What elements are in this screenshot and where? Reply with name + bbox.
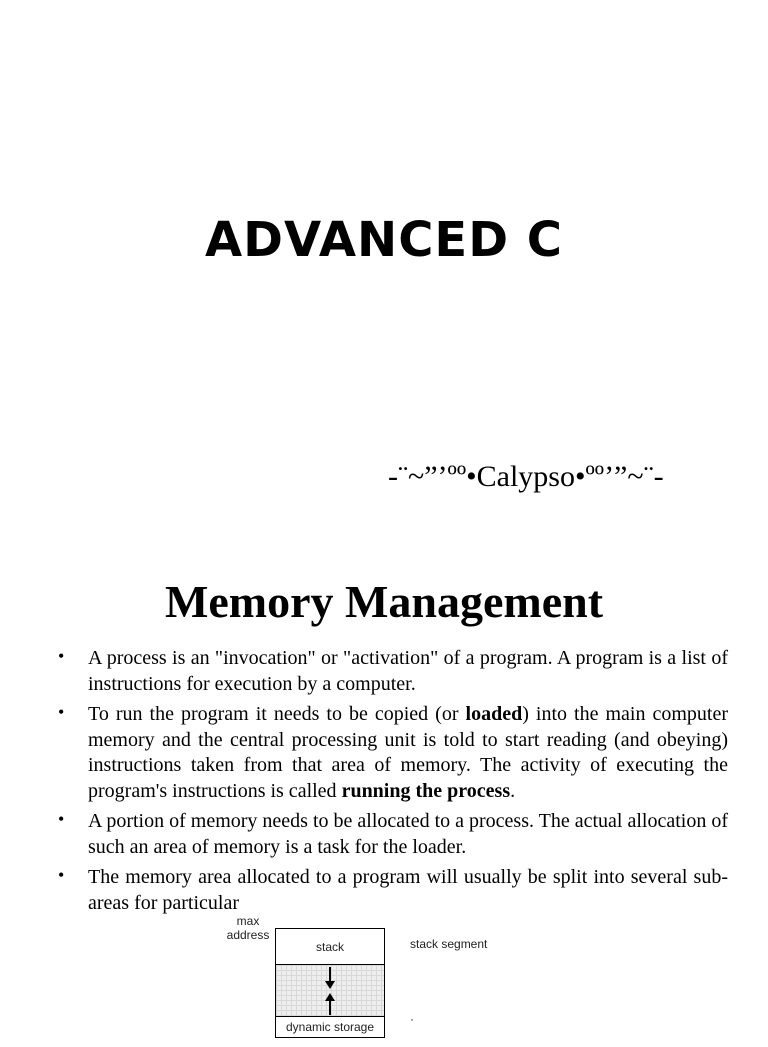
heap-growth-arrowhead — [325, 993, 335, 1001]
bullet-bold-text: running the process — [341, 779, 511, 802]
bullet-text: The memory area allocated to a program will usually be split into several sub-areas for particular — [88, 866, 728, 914]
bullet-item — [58, 809, 728, 860]
memory-diagram — [200, 912, 510, 1034]
max-address-line1: max — [236, 914, 260, 928]
max-address-line2: address — [226, 928, 270, 942]
memory-box — [275, 928, 385, 1038]
stack-growth-arrowhead — [325, 981, 335, 989]
bullet-text: A portion of memory needs to be allocated to a process. The actual allocation of such an area of memory is a task for the loader. — [88, 810, 728, 858]
segment-tick-mark: · — [410, 1012, 414, 1026]
dynamic-storage-cell: dynamic storage — [285, 1020, 375, 1034]
free-space-cell — [276, 965, 384, 1017]
growth-arrows-icon — [276, 965, 384, 1017]
bullet-text: A process is an "invocation" or "activation" of a program. A program is a list of instructions for execution by a computer. — [88, 647, 728, 695]
bullet-text: To run the program it needs to be copied (or — [88, 703, 466, 725]
bullet-item — [58, 702, 728, 804]
stack-cell: stack — [276, 929, 384, 965]
cover-title: ADVANCED C — [205, 212, 563, 268]
bullet-text: . — [510, 779, 516, 802]
bullet-item — [58, 865, 728, 916]
bullet-item — [58, 646, 728, 697]
cover-author: -¨~”’ºº•Calypso•ºº’”~¨- — [388, 460, 664, 493]
stack-segment-label: stack segment — [410, 937, 488, 951]
bullet-text: ) into the main computer memory and the central processing unit is told to start reading (and obeying) instructions taken from that area of memory. The activity of executing the program's instructions is called — [88, 703, 728, 802]
bullet-bold-text: loaded — [465, 703, 523, 725]
bullet-list — [58, 646, 728, 921]
slide-heading: Memory Management — [164, 576, 604, 627]
max-address-label — [218, 914, 278, 942]
